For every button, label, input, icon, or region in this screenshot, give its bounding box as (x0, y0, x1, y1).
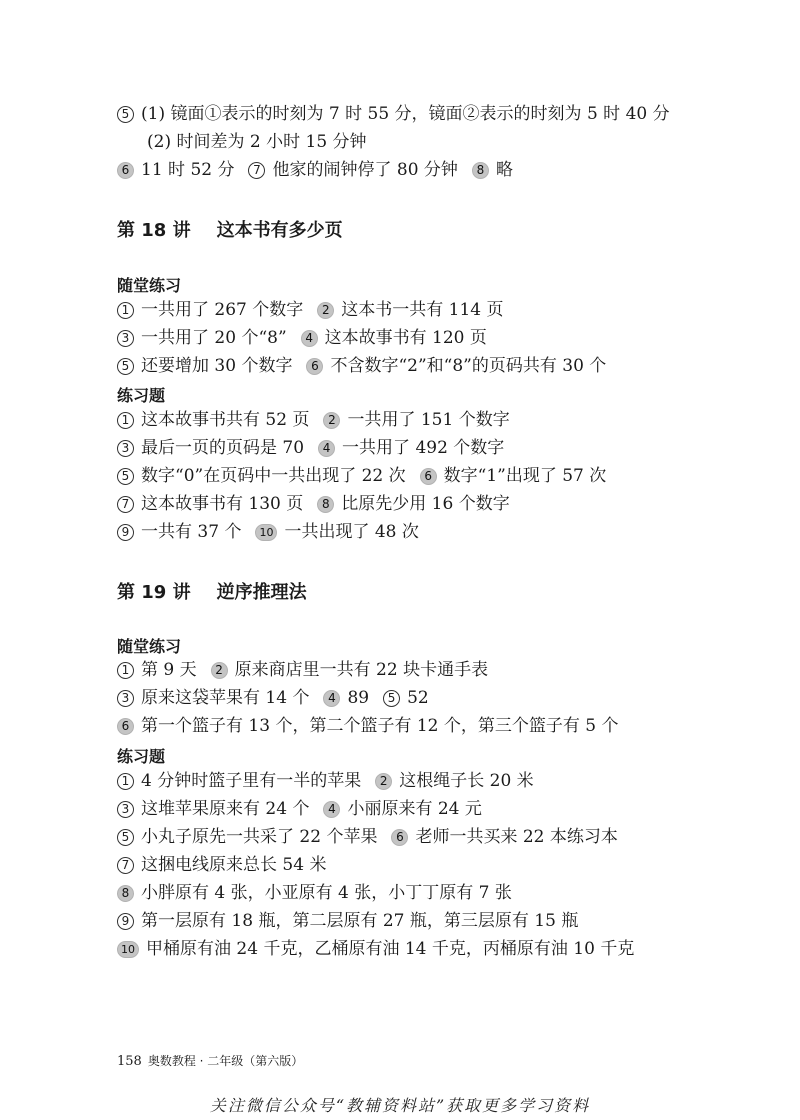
answer-line (117, 908, 592, 934)
answer-line (117, 101, 670, 127)
question-number-badge: 7 (117, 857, 134, 874)
section-heading: 练习题 (117, 386, 166, 405)
answer-text: 这本故事书共有 52 页 (141, 410, 310, 430)
question-number-badge: 4 (323, 690, 340, 707)
lecture-heading (117, 578, 307, 604)
answer-item (472, 157, 513, 183)
answer-item (117, 936, 634, 962)
answer-line (117, 824, 632, 850)
answer-item (323, 407, 509, 433)
section-heading: 练习题 (117, 747, 166, 766)
answer-line (117, 407, 524, 433)
question-number-badge: 6 (420, 468, 437, 485)
answer-text: 老师一共买来 22 本练习本 (415, 827, 618, 847)
answer-item (255, 519, 418, 545)
answer-item (117, 824, 377, 850)
answer-text: 他家的闹钟停了 80 分钟 (272, 160, 458, 180)
answer-text: 最后一页的页码是 70 (141, 438, 305, 458)
answer-item (117, 796, 309, 822)
answer-item (301, 325, 487, 351)
question-number-badge: 2 (323, 412, 340, 429)
answer-item (117, 713, 619, 739)
answer-item (117, 407, 309, 433)
answer-item (323, 685, 369, 711)
question-number-badge: 7 (117, 496, 134, 513)
answer-item (117, 435, 304, 461)
answer-item (117, 685, 309, 711)
answer-line (117, 353, 620, 379)
answer-item (117, 852, 326, 878)
question-number-badge: 7 (248, 162, 265, 179)
answer-item (211, 657, 488, 683)
answer-text: 一共用了 492 个数字 (342, 438, 505, 458)
answer-text: 一共用了 20 个“8” (141, 328, 287, 348)
question-number-badge: 1 (117, 662, 134, 679)
question-number-badge: 3 (117, 330, 134, 347)
answer-line (147, 129, 367, 155)
answer-text: 不含数字“2”和“8”的页码共有 30 个 (330, 356, 607, 376)
answer-line (117, 157, 527, 183)
answer-text: 数字“0”在页码中一共出现了 22 次 (141, 466, 406, 486)
answer-item (248, 157, 457, 183)
answer-text: 一共用了 151 个数字 (347, 410, 510, 430)
answer-line (117, 491, 524, 517)
answer-text: 89 (347, 688, 370, 708)
answer-item (317, 297, 503, 323)
answer-text: 第 9 天 (141, 660, 197, 680)
question-number-badge: 4 (301, 330, 318, 347)
question-number-badge: 5 (117, 829, 134, 846)
answer-text: (1) 镜面①表示的时刻为 7 时 55 分，镜面②表示的时刻为 5 时 40 分 (141, 104, 670, 124)
question-number-badge: 6 (117, 162, 134, 179)
answer-text: 原来商店里一共有 22 块卡通手表 (234, 660, 489, 680)
answer-text: 小胖原有 4 张，小亚原有 4 张，小丁丁原有 7 张 (141, 883, 512, 903)
answer-text: 第一层原有 18 瓶，第二层原有 27 瓶，第三层原有 15 瓶 (141, 911, 579, 931)
question-number-badge: 1 (117, 302, 134, 319)
answer-text: 一共出现了 48 次 (284, 522, 419, 542)
question-number-badge: 3 (117, 440, 134, 457)
answer-line (117, 796, 496, 822)
answer-item (117, 908, 578, 934)
answer-text: 11 时 52 分 (141, 160, 235, 180)
question-number-badge: 3 (117, 690, 134, 707)
answer-line (117, 852, 340, 878)
answer-item (117, 353, 292, 379)
answer-line (117, 519, 433, 545)
question-number-badge: 2 (375, 773, 392, 790)
question-number-badge: 10 (117, 941, 139, 958)
answer-text: 这本书一共有 114 页 (341, 300, 504, 320)
question-number-badge: 9 (117, 913, 134, 930)
answer-item (117, 297, 303, 323)
answer-item (306, 353, 606, 379)
answer-text: 数字“1”出现了 57 次 (443, 466, 607, 486)
answer-item (317, 491, 509, 517)
question-number-badge: 8 (472, 162, 489, 179)
answer-line (117, 768, 548, 794)
page-footer (117, 1052, 303, 1069)
question-number-badge: 5 (383, 690, 400, 707)
answer-line (117, 463, 620, 489)
answer-text: 这捆电线原来总长 54 米 (141, 855, 327, 875)
answer-text: 小丸子原先一共采了 22 个苹果 (141, 827, 378, 847)
question-number-badge: 3 (117, 801, 134, 818)
page-number: 158 (117, 1054, 142, 1069)
answer-item (117, 157, 234, 183)
book-title: 奥数教程 · 二年级（第六版） (147, 1054, 304, 1068)
question-number-badge: 4 (323, 801, 340, 818)
question-number-badge: 8 (317, 496, 334, 513)
question-number-badge: 9 (117, 524, 134, 541)
question-number-badge: 6 (391, 829, 408, 846)
answer-text: 第一个篮子有 13 个，第二个篮子有 12 个，第三个篮子有 5 个 (141, 716, 619, 736)
answer-text: 小丽原来有 24 元 (347, 799, 482, 819)
answer-item (318, 435, 504, 461)
answer-item (420, 463, 607, 489)
question-number-badge: 5 (117, 358, 134, 375)
answer-text: 一共有 37 个 (141, 522, 242, 542)
question-number-badge: 5 (117, 106, 134, 123)
answer-line (117, 297, 518, 323)
answer-text: 4 分钟时篮子里有一半的苹果 (141, 771, 362, 791)
answer-line (117, 936, 648, 962)
lecture-number: 第 18 讲 (117, 220, 191, 241)
answer-text: 甲桶原有油 24 千克，乙桶原有油 14 千克，丙桶原有油 10 千克 (146, 939, 635, 959)
answer-line (117, 325, 501, 351)
answer-text: 52 (407, 688, 429, 708)
answer-line (117, 713, 633, 739)
question-number-badge: 6 (306, 358, 323, 375)
question-number-badge: 1 (117, 773, 134, 790)
watermark-text: 关注微信公众号“教辅资料站”获取更多学习资料 (209, 1096, 591, 1115)
question-number-badge: 1 (117, 412, 134, 429)
answer-item (375, 768, 533, 794)
answer-line (117, 657, 502, 683)
answer-item (117, 463, 406, 489)
answer-text: 这堆苹果原来有 24 个 (141, 799, 310, 819)
answer-text: 原来这袋苹果有 14 个 (141, 688, 310, 708)
answer-item (117, 657, 197, 683)
section-heading: 随堂练习 (117, 637, 182, 656)
lecture-title: 这本书有多少页 (216, 220, 343, 241)
answer-text: 比原先少用 16 个数字 (341, 494, 510, 514)
answer-text: 这本故事书有 130 页 (141, 494, 304, 514)
answer-item (117, 880, 512, 906)
question-number-badge: 6 (117, 718, 134, 735)
answer-item (391, 824, 617, 850)
question-number-badge: 2 (317, 302, 334, 319)
question-number-badge: 8 (117, 885, 134, 902)
answer-text: 一共用了 267 个数字 (141, 300, 304, 320)
lecture-heading (117, 216, 343, 242)
answer-item (117, 768, 361, 794)
question-number-badge: 2 (211, 662, 228, 679)
lecture-number: 第 19 讲 (117, 582, 191, 603)
answer-text: (2) 时间差为 2 小时 15 分钟 (147, 132, 367, 152)
answer-line (117, 685, 443, 711)
lecture-title: 逆序推理法 (216, 582, 307, 603)
answer-line (117, 435, 518, 461)
answer-item (117, 325, 287, 351)
answer-item (117, 519, 241, 545)
answer-item (383, 685, 429, 711)
question-number-badge: 10 (255, 524, 277, 541)
answer-text: 这本故事书有 120 页 (324, 328, 487, 348)
answer-line (117, 880, 526, 906)
section-heading: 随堂练习 (117, 276, 182, 295)
answer-text: 略 (495, 160, 513, 180)
answer-text: 还要增加 30 个数字 (141, 356, 293, 376)
answer-text: 这根绳子长 20 米 (399, 771, 534, 791)
answer-item (117, 491, 303, 517)
question-number-badge: 4 (318, 440, 335, 457)
answer-item (323, 796, 481, 822)
question-number-badge: 5 (117, 468, 134, 485)
